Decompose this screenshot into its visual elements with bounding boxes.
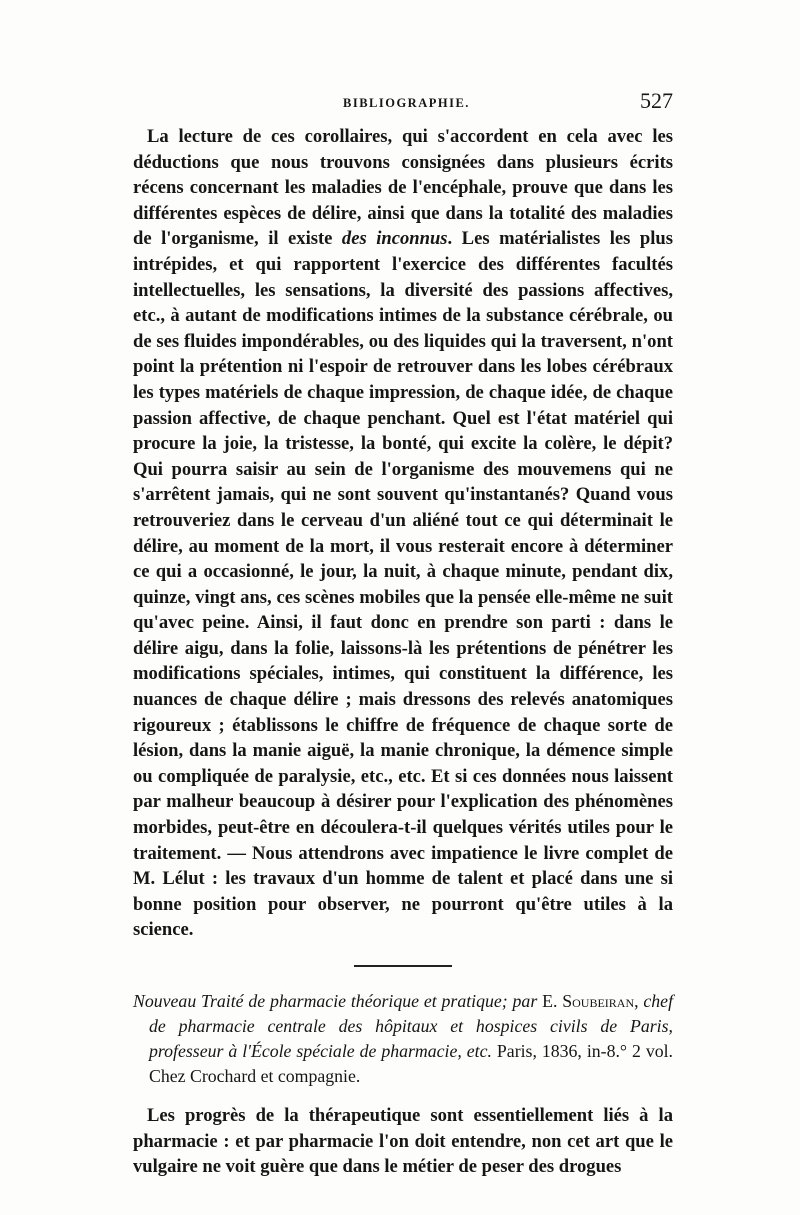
paragraph-text-start: La lecture de ces corollaires, qui s'accordent en cela avec les déductions que nous trouvons consignées dans plusieurs écrits récens concernant les maladies de l'encéphale, prouve que dans les différentes espèces de délire, ainsi que dans la totalité des maladies de l'organisme, il existe bbox=[133, 126, 673, 250]
bibliography-entry bbox=[133, 989, 673, 1089]
spacer bbox=[133, 1089, 673, 1103]
page-number: 527 bbox=[640, 88, 673, 113]
running-header bbox=[133, 88, 673, 124]
section-divider-rule bbox=[354, 965, 452, 967]
italic-phrase: des inconnus bbox=[341, 228, 448, 250]
book-page bbox=[133, 88, 673, 1180]
author-role: chef de pharmacie centrale des hôpitaux et hospices civils de Paris, professeur à l'École spéciale de pharmacie, etc. bbox=[149, 991, 674, 1061]
book-author: E. Soubeiran, bbox=[542, 991, 639, 1011]
paragraph-pharmacie-review: Les progrès de la thérapeutique sont essentiellement liés à la pharmacie : et par pharmacie l'on doit entendre, non cet art que le vulgaire ne voit guère que dans le métier de peser des drogues bbox=[133, 1105, 673, 1178]
par-connector: ; par bbox=[501, 991, 543, 1011]
publication-details: Paris, 1836, in-8.° 2 vol. Chez Crochard et compagnie. bbox=[149, 1041, 673, 1086]
book-title: Nouveau Traité de pharmacie théorique et pratique bbox=[133, 991, 502, 1011]
paragraph-text-rest: . Les matérialistes les plus intrépides, et qui rapportent l'exercice des différentes facultés intellectuelles, les sensations, la diversité des passions affectives, etc., à autant de modifications intimes de la substance cérébrale, ou de ses fluides impondérables, ou des liquides qui la traversent, n'ont point la prétention ni l'espoir de retrouver dans les lobes cérébraux les types matériels de chaque impression, de chaque idée, de chaque passion affective, de chaque penchant. Quel est l'état matériel qui procure la joie, la tristesse, la bonté, qui excite la colère, le dépit? Qui pourra saisir au sein de l'organisme des mouvemens qui ne s'arrêtent jamais, qui ne sont souvent qu'instantanés? Quand vous retrouveriez dans le cerveau d'un aliéné tout ce qui déterminait le délire, au moment de la mort, il vous resterait encore à déterminer ce qui a occasionné, le jour, la nuit, à chaque minute, pendant dix, quinze, vingt ans, ces scènes mobiles que la pensée elle-même ne suit qu'avec peine. Ainsi, il faut donc en prendre son parti : dans le délire aigu, dans la folie, laissons-là les prétentions de pénétrer les modifications spéciales, intimes, qui constituent la différence, les nuances de chaque délire ; mais dressons des relevés anatomiques rigoureux ; établissons le chiffre de fréquence de chaque sorte de lésion, dans la manie aiguë, la manie chronique, la démence simple ou compliquée de paralysie, etc., etc. Et si ces données nous laissent par malheur beaucoup à désirer pour l'explication des phénomènes morbides, peut-être en découlera-t-il quelques vérités utiles pour le traitement. — Nous attendrons avec impatience le livre complet de M. Lélut : les travaux d'un homme de talent et placé dans une si bonne position pour observer, ne pourront qu'être utiles à la science. bbox=[133, 228, 673, 941]
running-header-title: BIBLIOGRAPHIE. bbox=[343, 96, 470, 110]
paragraph-lelut-review bbox=[133, 124, 673, 943]
